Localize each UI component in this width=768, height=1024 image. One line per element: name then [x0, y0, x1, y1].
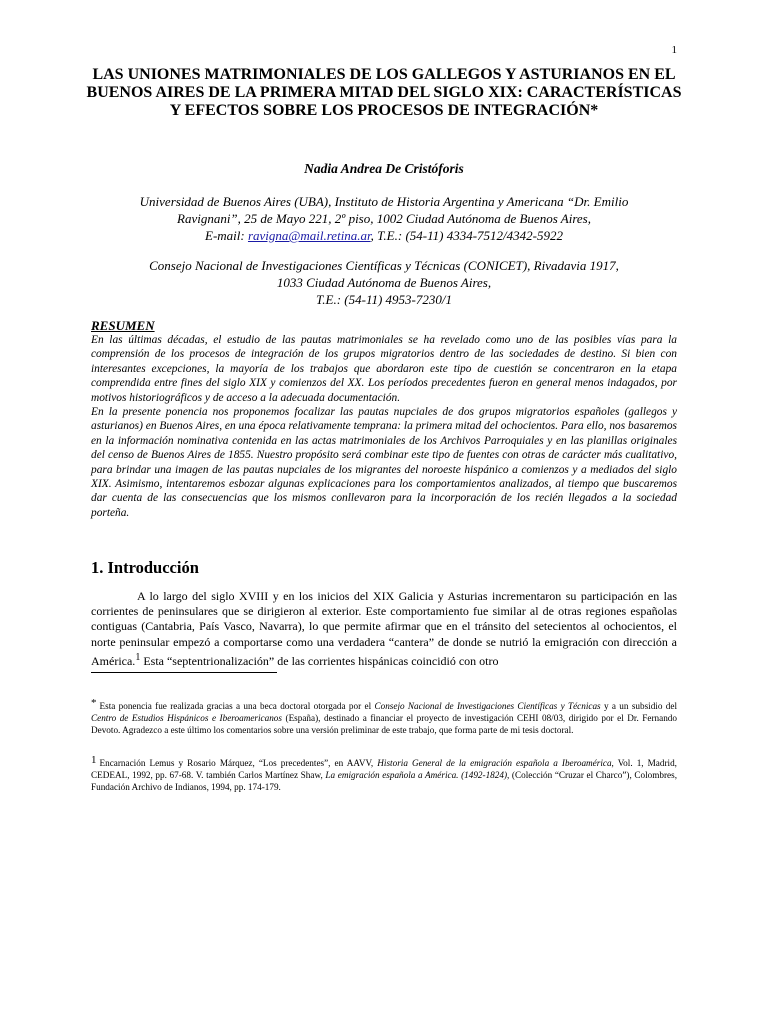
- page-number: 1: [671, 44, 677, 56]
- affiliation-conicet: [80, 257, 688, 308]
- footnote-reference[interactable]: 1: [135, 651, 141, 663]
- affiliation-line: Consejo Nacional de Investigaciones Científicas y Técnicas (CONICET), Rivadavia 1917,: [149, 258, 619, 273]
- paper-title: LAS UNIONES MATRIMONIALES DE LOS GALLEGOS Y ASTURIANOS EN EL BUENOS AIRES DE LA PRIMERA MITAD DEL SIGLO XIX: CARACTERÍSTICAS Y EFECTOS SOBRE LOS PROCESOS DE INTEGRACIÓN*: [86, 66, 682, 119]
- body-text-run: A lo largo del siglo XVIII y en los inicios del XIX Galicia y Asturias incrementaron su participación en las corrientes de peninsulares que se dirigieron al exterior. Este comportamiento fue similar al de otras regiones españolas contiguas (Cantabria, País Vasco, Navarra), lo que permite afirmar que en el tránsito del setecientos al ochocientos, el norte peninsular empezó a comportarse como una verdadera “cantera” de donde se nutrió la emigración con dirección a América.: [91, 589, 677, 668]
- abstract-body: [91, 333, 677, 520]
- footnote-italic: La emigración española a América. (1492-1824): [325, 770, 508, 780]
- footnote-italic: Historia General de la emigración española a Iberoamérica: [377, 758, 612, 768]
- footnote-text: , Vol. 1, Madrid, CEDEAL, 1992, pp. 67-68. V. también Carlos Martínez Shaw,: [91, 758, 677, 780]
- contact-line: [80, 227, 688, 244]
- section-heading: 1. Introducción: [91, 558, 199, 577]
- footnote-italic: Centro de Estudios Hispánicos e Iberoamericanos: [91, 713, 282, 723]
- footnote-text: Esta ponencia fue realizada gracias a una beca doctoral otorgada por el: [99, 701, 375, 711]
- affiliation-line: Universidad de Buenos Aires (UBA), Instituto de Historia Argentina y Americana “Dr. Emilio: [139, 194, 629, 209]
- affiliation-line: Ravignani”, 25 de Mayo 221, 2º piso, 1002 Ciudad Autónoma de Buenos Aires,: [177, 211, 591, 226]
- footnote-mark: *: [91, 697, 97, 709]
- footnote-1: [91, 754, 677, 793]
- abstract-paragraph: En las últimas décadas, el estudio de las pautas matrimoniales se ha revelado como uno de las posibles vías para la comprensión de los procesos de integración de los grupos migratorios dentro de las sociedades de destino. Si bien con interesantes excepciones, la mayoría de los trabajos que abordaron este tipo de cuestión se concentraron en la etapa comprendida entre fines del siglo XIX y comienzos del XX. Los períodos precedentes fueron en general menos indagados, por motivos historiográficos y de acceso a la adecuada documentación.: [91, 334, 677, 404]
- body-text-run: Esta “septentrionalización” de las corrientes hispánicas coincidió con otro: [140, 653, 499, 668]
- body-paragraph: [91, 589, 677, 669]
- footnote-text: (España), destinado a financiar el proyecto de investigación CEHI 08/03, dirigido por el Dr. Fernando Devoto. Agradezco a este último los comentarios sobre una versión preliminar de este trabajo, que forma parte de mi tesis doctoral.: [91, 713, 677, 735]
- body-text: [91, 589, 677, 669]
- footnote-separator: [91, 672, 277, 673]
- affiliation-uba: [80, 193, 688, 244]
- author-name: Nadia Andrea De Cristóforis: [304, 161, 464, 176]
- footnote-text: Encarnación Lemus y Rosario Márquez, “Los precedentes”, en AAVV,: [99, 758, 378, 768]
- footnote-text: , (Colección “Cruzar el Charco”), Colombres, Fundación Archivo de Indianos, 1994, pp. 174-179.: [91, 770, 677, 792]
- footnote-mark: 1: [91, 754, 97, 766]
- phone-text: , T.E.: (54-11) 4334-7512/4342-5922: [370, 228, 563, 243]
- abstract-heading: RESUMEN: [91, 318, 155, 333]
- affiliation-line: T.E.: (54-11) 4953-7230/1: [316, 292, 452, 307]
- footnote-asterisk: [91, 697, 677, 736]
- email-label: E-mail:: [205, 228, 248, 243]
- footnote-italic: Consejo Nacional de Investigaciones Científicas y Técnicas: [374, 701, 601, 711]
- abstract-paragraph: En la presente ponencia nos proponemos focalizar las pautas nupciales de dos grupos migratorios españoles (gallegos y asturianos) en Buenos Aires, en una época relativamente temprana: la primera mitad del ochocientos. Para ello, nos basaremos en la información nominativa contenida en las actas matrimoniales de los Archivos Parroquiales y en las planillas originales del censo de Buenos Aires de 1855. Nuestro propósito será combinar este tipo de fuentes con otras de carácter más cualitativo, para brindar una imagen de las pautas nupciales de los migrantes del noroeste hispánico a comienzos y a mediados del siglo XIX. Asimismo, intentaremos esbozar algunas explicaciones para los comportamientos analizados, al tiempo que buscaremos dar cuenta de las consecuencias que los mismos conllevaron para la incorporación de los recién llegados a la sociedad porteña.: [91, 406, 677, 519]
- email-link[interactable]: ravigna@mail.retina.ar: [247, 228, 371, 243]
- footnote-text: y a un subsidio del: [600, 701, 678, 711]
- affiliation-line: 1033 Ciudad Autónoma de Buenos Aires,: [276, 275, 492, 290]
